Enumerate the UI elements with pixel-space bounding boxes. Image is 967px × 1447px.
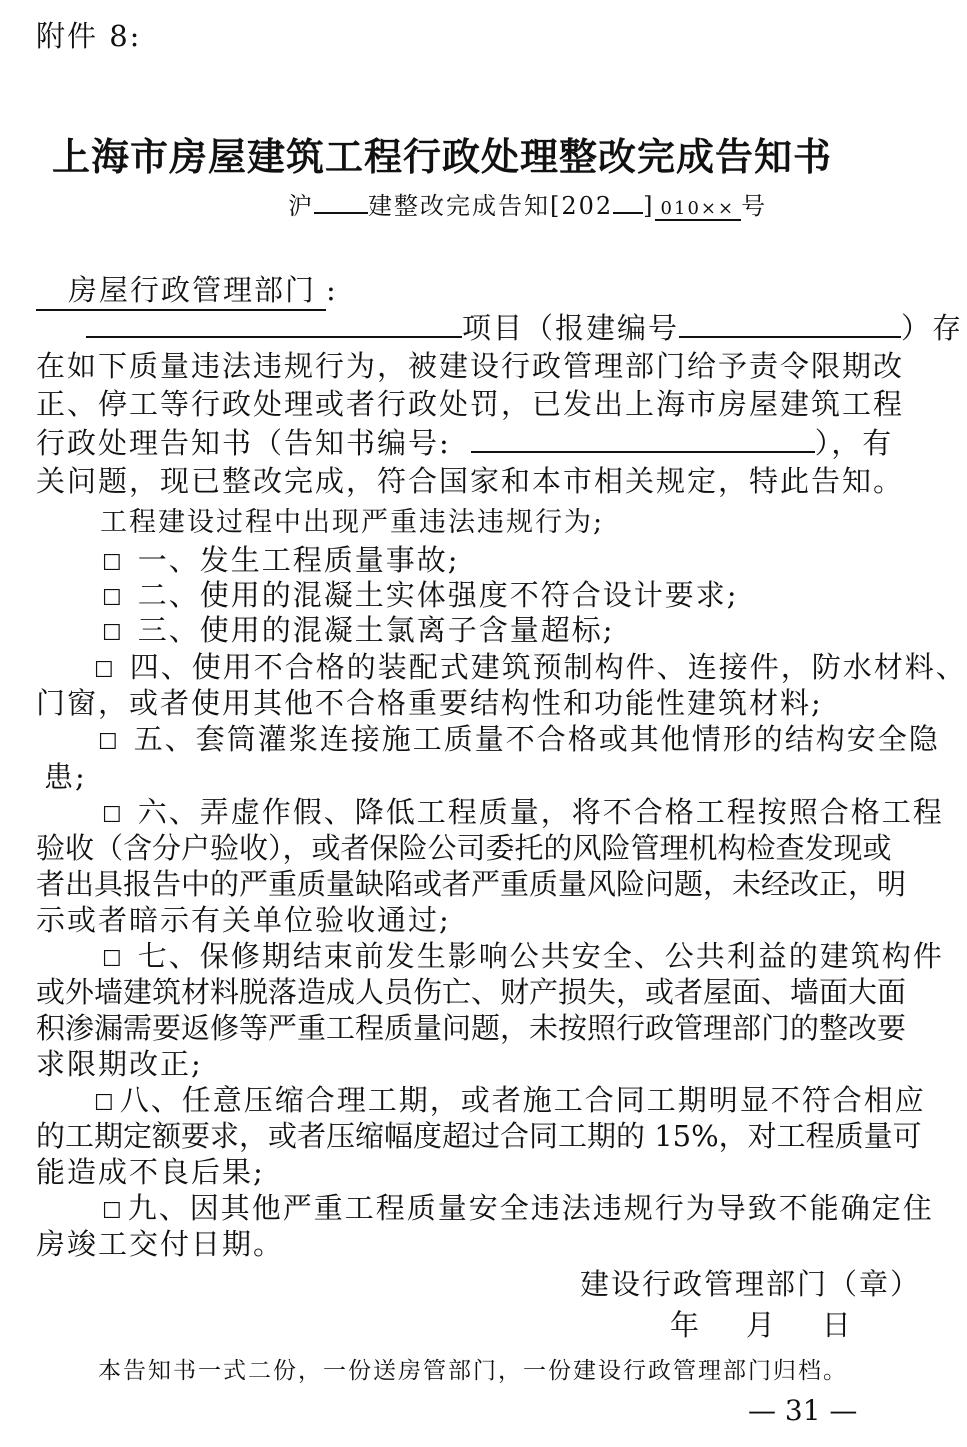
attachment-label: 附件 8:: [36, 19, 142, 53]
item-9: ☐ 九、因其他严重工程质量安全违法违规行为导致不能确定住: [102, 1191, 934, 1225]
item-8-cont-2: 能造成不良后果;: [36, 1155, 265, 1189]
docno-suffix: 号: [741, 192, 768, 220]
item-9-cont: 房竣工交付日期。: [36, 1227, 285, 1261]
docno-serial: 010××: [655, 198, 742, 221]
item-8-checkbox[interactable]: ☐: [94, 1091, 116, 1116]
item-7-cont-3: 求限期改正;: [36, 1047, 203, 1081]
item-6-cont-2: 者出具报告中的严重质量缺陷或者严重质量风险问题，未经改正，明: [36, 867, 907, 901]
item-2-checkbox[interactable]: ☐: [102, 586, 124, 611]
item-4-cont: 门窗，或者使用其他不合格重要结构性和功能性建筑材料;: [36, 686, 823, 720]
recipient-line: [36, 268, 338, 311]
item-2: ☐ 二、使用的混凝土实体强度不符合设计要求;: [102, 578, 739, 612]
body-line-5: 关问题，现已整改完成，符合国家和本市相关规定，特此告知。: [36, 464, 905, 498]
item-6: ☐ 六、弄虚作假、降低工程质量，将不合格工程按照合格工程: [102, 795, 944, 829]
document-number: [288, 186, 767, 221]
body-line-4: 行政处理告知书（告知书编号: ），有: [36, 426, 894, 460]
item-6-cont-3: 示或者暗示有关单位验收通过;: [36, 903, 451, 937]
item-7-cont-1: 或外墙建筑材料脱落造成人员伤亡、财产损失，或者屋面、墙面大面: [36, 975, 907, 1009]
docno-prefix: 沪: [288, 192, 314, 220]
item-6-checkbox[interactable]: ☐: [102, 803, 124, 828]
item-4: ☐ 四、使用不合格的装配式建筑预制构件、连接件，防水材料、: [94, 650, 967, 684]
footnote: 本告知书一式二份，一份送房管部门，一份建设行政管理部门归档。: [98, 1358, 848, 1384]
item-7-checkbox[interactable]: ☐: [102, 947, 124, 972]
docno-close: ]: [643, 192, 655, 220]
item-9-checkbox[interactable]: ☐: [102, 1199, 124, 1224]
body-line-3: 正、停工等行政处理或者行政处罚，已发出上海市房屋建筑工程: [36, 387, 905, 421]
item-3: ☐ 三、使用的混凝土氯离子含量超标;: [102, 613, 615, 647]
docno-middle: 建整改完成告知[202: [368, 192, 614, 220]
document-title: 上海市房屋建筑工程行政处理整改完成告知书: [52, 134, 833, 179]
item-4-checkbox[interactable]: ☐: [94, 658, 116, 683]
item-5-checkbox[interactable]: ☐: [98, 730, 120, 755]
item-7: ☐ 七、保修期结束前发生影响公共安全、公共利益的建筑构件: [102, 939, 944, 973]
item-7-cont-2: 积渗漏需要返修等严重工程质量问题，未按照行政管理部门的整改要: [36, 1011, 907, 1045]
body-line-1: 项目（报建编号 ）存: [36, 306, 963, 347]
recipient-dept: 房屋行政管理部门: [36, 268, 326, 311]
page-number: — 31 —: [748, 1394, 858, 1427]
body-line-2: 在如下质量违法违规行为，被建设行政管理部门给予责令限期改: [36, 349, 905, 383]
recipient-colon: :: [326, 273, 338, 307]
item-8: ☐ 八、任意压缩合理工期，或者施工合同工期明显不符合相应: [94, 1083, 926, 1117]
item-5: ☐ 五、套筒灌浆连接施工质量不合格或其他情形的结构安全隐: [98, 722, 940, 756]
signature-line: 建设行政管理部门（章）: [580, 1267, 922, 1301]
item-1-checkbox[interactable]: ☐: [102, 551, 124, 576]
item-5-cont: 患;: [44, 760, 87, 794]
item-8-cont-1: 的工期定额要求，或者压缩幅度超过合同工期的 15%，对工程质量可: [36, 1119, 922, 1153]
date-line: 年 月 日: [670, 1308, 853, 1342]
item-1: ☐ 一、发生工程质量事故;: [102, 543, 460, 577]
body-line-6: 工程建设过程中出现严重违法违规行为;: [100, 507, 605, 538]
item-6-cont-1: 验收（含分户验收），或者保险公司委托的风险管理机构检查发现或: [36, 831, 892, 865]
item-3-checkbox[interactable]: ☐: [102, 621, 124, 646]
